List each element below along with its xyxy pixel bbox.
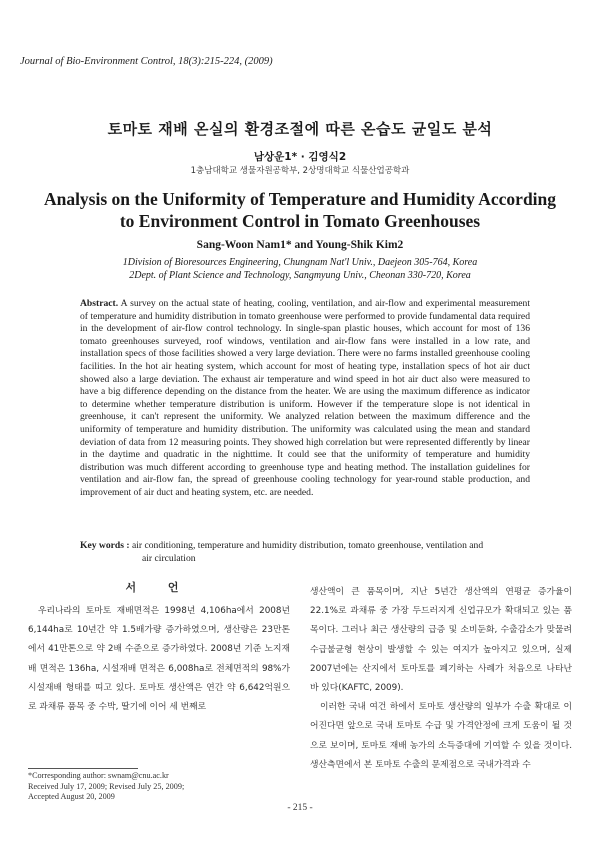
body-column-right (310, 583, 572, 775)
body-column-left (28, 580, 290, 717)
accepted-date: Accepted August 20, 2009 (28, 792, 115, 801)
affiliation-1: 1Division of Bioresources Engineering, Chungnam Nat'l Univ., Daejeon 305-764, Korea (122, 257, 478, 268)
english-title (30, 188, 570, 232)
section-heading-introduction: 서 언 (125, 581, 193, 594)
english-affiliations (0, 256, 600, 282)
korean-affiliations: 1충남대학교 생물자원공학부, 2상명대학교 식물산업공학과 (190, 166, 410, 176)
keywords (80, 540, 530, 565)
footnote (28, 771, 290, 803)
journal-citation: Journal of Bio-Environment Control, 18(3):215-224, (2009) (20, 56, 273, 67)
abstract-text: A survey on the actual state of heating, cooling, ventilation, and air-flow and experimental measurement of temperature and humidity distribution in tomato greenhouse were performed to provide fundamental data required in the development of air-flow control technology. In single-span plastic houses, which account for most of 136 tomato greenhouses surveyed, roof windows, ventilation and air-flow fans were installed in a low rate, and installation specs of those facilities showed a very large deviation. There were no farms installed greenhouse cooling facilities. In the hot air heating system, which account for most of heating type, installation specs of hot air duct showed also a large deviation. The exhaust air temperature and wind speed in hot air duct also were measured to have a big difference depending on the distance from the heater. We are using the maximum difference as indicator to determine whether temperature distribution is uniform. However if the temperature slope is not identical in greenhouse, it can't represent the uniformity. We analyzed relation between the maximum difference and the uniformity of temperature and humidity distribution. The uniformity was calculated using the mean and standard deviation of data from 12 measuring points. They showed high correlation but were represented differently by linear in the daytime and quadratic in the nighttime. It could see that the uniformity of temperature and humidity distribution was much different according to greenhouse type and heating method. The installation guidelines for ventilation and air-flow fan, the spread of greenhouse cooling technology for year-round stable production, and improvement of air duct and heating system, etc. are needed. (80, 298, 530, 498)
english-authors: Sang-Woon Nam1* and Young-Shik Kim2 (196, 239, 404, 251)
corresponding-author: *Corresponding author: swnam@cnu.ac.kr (28, 771, 169, 780)
body-paragraph: 생산액이 큰 품목이며, 지난 5년간 생산액의 연평균 증가율이 22.1%로 과채류 중 가장 두드러지게 신업규모가 확대되고 있는 품목이다. 그러나 최근 생산량의 급증 및 소비둔화, 수출감소가 맞물려 수급불균형 현상이 발생할 수 있는 여지가 높아지고 있으며, 실제 2007년에는 산지에서 토마토를 폐기하는 사례가 처음으로 나타난 바 있다(KAFTC, 2009). (310, 587, 572, 694)
korean-title: 토마토 재배 온실의 환경조절에 따른 온습도 균일도 분석 (107, 120, 493, 138)
keywords-line-2: air circulation (142, 552, 196, 564)
abstract-label: Abstract. (80, 298, 119, 309)
body-paragraph: 우리나라의 토마토 재배면적은 1998년 4,106ha에서 2008년 6,144ha로 10년간 약 1.5배가량 증가하였으며, 생산량은 23만톤에서 41만톤으로 약 2배 수준으로 증가하였다. 2008년 기준 노지재배 면적은 136ha, 시설재배 면적은 6,008ha로 전체면적의 98%가 시설재배 형태를 띠고 있다. 토마토 생산액은 연간 약 6,642억원으로 과채류 품목 중 수박, 딸기에 이어 세 번째로 (28, 606, 290, 713)
keywords-line-1: air conditioning, temperature and humidity distribution, tomato greenhouse, ventilation and (131, 540, 484, 551)
english-title-line-1: Analysis on the Uniformity of Temperature and Humidity According (43, 189, 557, 209)
abstract (80, 298, 530, 500)
english-title-line-2: to Environment Control in Tomato Greenhouses (119, 211, 481, 231)
page-number: - 215 - (287, 803, 313, 813)
received-dates: Received July 17, 2009; Revised July 25, 2009; (28, 781, 185, 791)
korean-authors: 남상운1* · 김영식2 (253, 151, 347, 163)
affiliation-2: 2Dept. of Plant Science and Technology, Sangmyung Univ., Cheonan 330-720, Korea (129, 270, 471, 281)
body-paragraph: 이러한 국내 여건 하에서 토마토 생산량의 일부가 수출 확대로 이어진다면 앞으로 국내 토마토 수급 및 가격안정에 크게 도움이 될 것으로 보이며, 토마토 재배 농가의 소득증대에 기여할 수 있을 것이다. 생산측면에서 본 토마토 수출의 문제점으로 국내가격과 수 (310, 702, 572, 770)
footnote-divider (28, 768, 138, 769)
keywords-label: Key words : (80, 540, 130, 551)
